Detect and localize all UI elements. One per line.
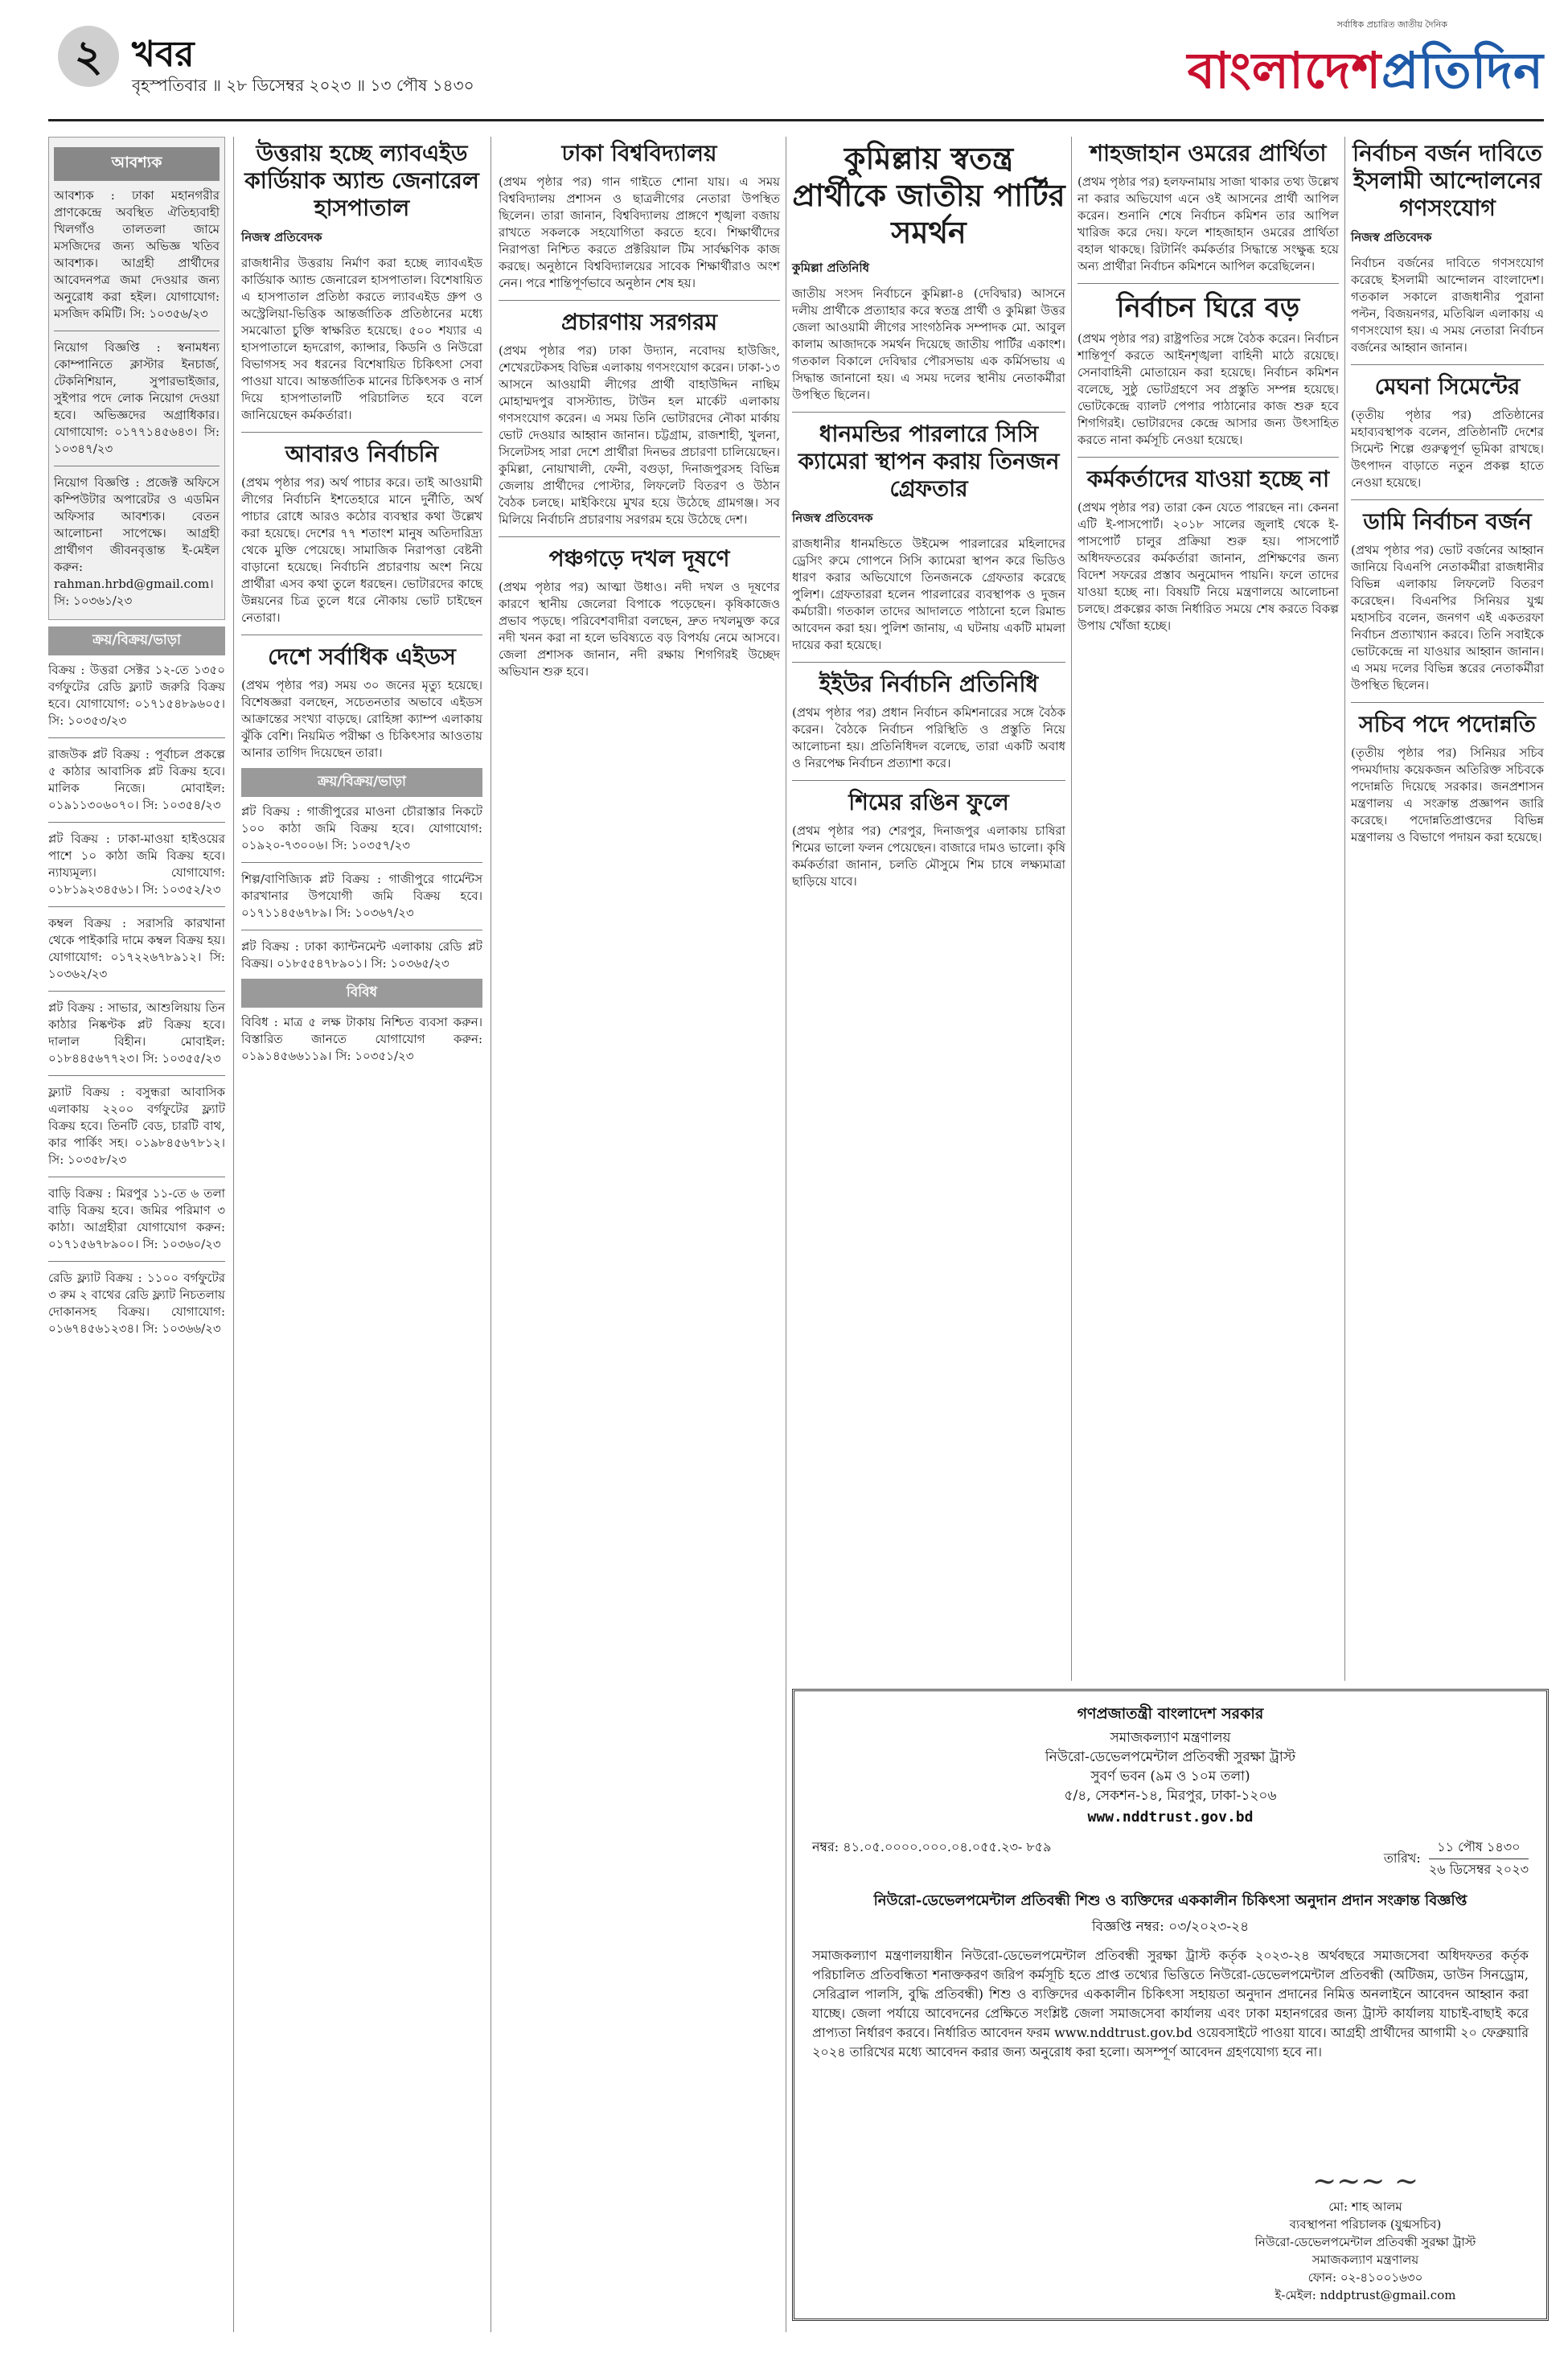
article-body: (প্রথম পৃষ্ঠার পর) তারা কেন যেতে পারছেন না। কেননা এটি ই-পাসপোর্ট। ২০১৮ সালের জুলাই থেকে ই-পাসপোর্ট চালুর প্রক্রিয়া শুরু হয়। পাসপোর্ট অধিদফতরের কর্মকর্তারা জানান, প্রশিক্ষণের জন্য বিদেশ সফরের প্রস্তাব অনুমোদন পায়নি। ফলে তাদের যাওয়া হচ্ছে না। বিষয়টি নিয়ে মন্ত্রণালয়ে আলোচনা চলছে। প্রকল্পের কাজ নির্ধারিত সময়ে শেষ করতে বিকল্প উপায় খোঁজা হচ্ছে।: [1077, 500, 1339, 633]
signatory-email: ই-মেইল: nddptrust@gmail.com: [1275, 2288, 1456, 2302]
headline-campaign: প্রচারণায় সরগরম: [560, 309, 718, 335]
headline-panchagarh: পঞ্চগড়ে দখল দূষণে: [548, 545, 730, 572]
byline: কুমিল্লা প্রতিনিধি: [792, 261, 870, 275]
column-divider: [1071, 137, 1072, 1681]
classified-ad: নিয়োগ বিজ্ঞপ্তি : স্বনামধন্য কোম্পানিতে ক্লাস্টার ইনচার্জ, টেকনিশিয়ান, সুপারভাইজার, সুইপার পদে লোক নিয়োগ দেওয়া হবে। অভিজ্ঞদের অগ্রাধিকার। যোগাযোগ: ০১৭৭১৪৫৬৪৩। সি: ১০৩৪৭/২৩: [54, 340, 220, 456]
article-body: (প্রথম পৃষ্ঠার পর) শেরপুর, দিনাজপুর এলাকায় চাষিরা শিমের ভালো ফলন পেয়েছেন। বাজারে দামও ভালো। কৃষি কর্মকর্তারা জানান, চলতি মৌসুমে শিম চাষে লক্ষ্যমাত্রা ছাড়িয়ে যাবে।: [792, 824, 1065, 889]
notice-date-bangla: ১১ পৌষ ১৪৩০: [1429, 1837, 1529, 1859]
headline-election-big: নির্বাচন ঘিরে বড়: [1116, 292, 1300, 324]
signatory-name: মো: শাহ আলম: [1328, 2199, 1402, 2214]
byline: নিজস্ব প্রতিবেদক: [1351, 230, 1432, 244]
headline-bean-flower: শিমের রঙিন ফুলে: [848, 789, 1009, 815]
headline-officials: কর্মকর্তাদের যাওয়া হচ্ছে না: [1086, 466, 1330, 492]
headline-eu: ইইউর নির্বাচনি প্রতিনিধি: [819, 671, 1039, 697]
notice-signature-block: [1233, 2165, 1498, 2304]
signature-mark: ~~~ ~: [1311, 2165, 1419, 2198]
notice-date-english: ২৬ ডিসেম্বর ২০২৩: [1428, 1862, 1529, 1877]
headline-dhaka-university: ঢাকা বিশ্ববিদ্যালয়: [561, 140, 717, 166]
headline-dhanmondi: ধানমন্ডির পারলারে সিসি ক্যামেরা স্থাপন করায় তিনজন গ্রেফতার: [798, 421, 1060, 502]
classified-ad: বিক্রয় : উত্তরা সেক্টর ১২-তে ১৩৫০ বর্গফুটের রেডি ফ্ল্যাট জরুরি বিক্রয় হবে। যোগাযোগ: ০১৭১৫৪৮৯৬০৫। সি: ১০৩৫৩/২৩: [48, 663, 225, 728]
brand-name-part1: বাংলাদেশ: [1187, 41, 1382, 100]
government-notice: [792, 1689, 1549, 2321]
buy-sell-heading: ক্রয়/বিক্রয়/ভাড়া: [241, 768, 482, 797]
headline-meghna-cement: মেঘনা সিমেন্টের: [1374, 373, 1521, 400]
date-line: বৃহস্পতিবার ॥ ২৮ ডিসেম্বর ২০২৩ ॥ ১৩ পৌষ ১৪৩০: [132, 76, 474, 95]
section-title: খবর: [132, 34, 195, 75]
notice-subtitle: বিজ্ঞপ্তি নম্বর: ০৩/২০২৩-২৪: [1091, 1919, 1250, 1935]
headline-election: আবারও নির্বাচনি: [285, 441, 439, 467]
article-body: (প্রথম পৃষ্ঠার পর) অর্থ পাচার করে। তাই আওয়ামী লীগের নির্বাচনি ইশতেহারে মানে দুর্নীতি, অর্থ পাচার রোধে আরও কঠোর ব্যবস্থার কথা উল্লেখ করা হয়েছে। দেশের ৭৭ শতাংশ মানুষ অতিদারিদ্র্য থেকে মুক্তি পেয়েছে। সামাজিক নিরাপত্তা বেষ্টনী বাড়ানো হয়েছে। নির্বাচনি প্রচারণায় অংশ নিয়ে প্রার্থীরা এসব কথা তুলে ধরছেন। ভোটারদের কাছে উন্নয়নের চিত্র তুলে ধরে নৌকায় ভোট চাইছেন নেতারা।: [241, 475, 482, 625]
article-body: (প্রথম পৃষ্ঠার পর) ঢাকা উদ্যান, নবোদয় হাউজিং, শেখেরটেকসহ বিভিন্ন এলাকায় গণসংযোগ করেন। ঢাকা-১৩ আসনে আওয়ামী লীগের প্রার্থী বাহাউদ্দিন নাছিম মোহাম্মদপুর বাসস্ট্যান্ড, টাউন হল মার্কেট এলাকায় গণসংযোগ করেন। এ সময় তিনি ভোটারদের নৌকা মার্কায় ভোট দেওয়ার আহ্বান জানান। চট্টগ্রাম, রাজশাহী, খুলনা, সিলেটসহ সারা দেশে প্রার্থীরা দিনভর প্রচারণা চালিয়েছেন। কুমিল্লা, নোয়াখালী, ফেনী, বগুড়া, দিনাজপুরসহ বিভিন্ন জেলায় প্রার্থীদের পোস্টার, লিফলেট বিতরণ ও উঠান বৈঠক চলছে। মাইকিংয়ে মুখর হয়ে উঠেছে গ্রামগঞ্জ। সব মিলিয়ে নির্বাচনি প্রচারণায় সরগরম হয়ে উঠেছে দেশ।: [499, 343, 780, 527]
article-body: (তৃতীয় পৃষ্ঠার পর) প্রতিষ্ঠানের মহাব্যবস্থাপক বলেন, প্রতিষ্ঠানটি দেশের সিমেন্ট শিল্পে গুরুত্বপূর্ণ ভূমিকা রাখছে। উৎপাদন বাড়াতে নতুন প্রকল্প হাতে নেওয়া হয়েছে।: [1351, 408, 1544, 490]
buy-sell-heading: ক্রয়/বিক্রয়/ভাড়া: [48, 626, 225, 655]
byline: নিজস্ব প্রতিবেদক: [241, 230, 322, 244]
classified-ad: আবশ্যক : ঢাকা মহানগরীর প্রাণকেন্দ্রে অবস্থিত ঐতিহ্যবাহী খিলগাঁও তালতলা জামে মসজিদের জন্য অভিজ্ঞ খতিব আবশ্যক। আগ্রহী প্রার্থীদের আবেদনপত্র জমা দেওয়ার জন্য অনুরোধ করা হইল। যোগাযোগ: মসজিদ কমিটি। সি: ১০৩৫৬/২৩: [54, 188, 220, 321]
headline-comilla: কুমিল্লায় স্বতন্ত্র প্রার্থীকে জাতীয় পার্টির সমর্থন: [792, 140, 1065, 250]
classified-ad: প্লট বিক্রয় : গাজীপুরের মাওনা চৌরাস্তার নিকটে ১০০ কাঠা জমি বিক্রয় হবে। যোগাযোগ: ০১৯২০-৭৩০০৬। সি: ১০৩৫৭/২৩: [241, 804, 482, 852]
classified-ad: শিল্প/বাণিজ্যিক প্লট বিক্রয় : গাজীপুরে গার্মেন্টস কারখানার উপযোগী জমি বিক্রয় হবে। ০১৭১১৪৫৬৭৮৯। সি: ১০৩৬৭/২৩: [241, 872, 482, 920]
notice-memo-number: নম্বর: ৪১.০৫.০০০০.০০০.০৪.০৫৫.২৩- ৮৫৯: [812, 1839, 1052, 1854]
article-body: (তৃতীয় পৃষ্ঠার পর) সিনিয়র সচিব পদমর্যাদায় কয়েকজন অতিরিক্ত সচিবকে পদোন্নতি দিয়েছে সরকার। জনপ্রশাসন মন্ত্রণালয় এ সংক্রান্ত প্রজ্ঞাপন জারি করেছে। পদোন্নতিপ্রাপ্তদের বিভিন্ন মন্ত্রণালয় ও বিভাগে পদায়ন করা হয়েছে।: [1351, 745, 1544, 844]
news-column-6: [1351, 137, 1544, 851]
masthead: [48, 18, 1544, 114]
article-body: (প্রথম পৃষ্ঠার পর) সময় ৩০ জনের মৃত্যু হয়েছে। বিশেষজ্ঞরা বলছেন, সচেতনতার অভাবে এইডস আক্রান্তের সংখ্যা বাড়ছে। রোহিঙ্গা ক্যাম্প এলাকায় ঝুঁকি বেশি। নিয়মিত পরীক্ষা ও চিকিৎসার আওতায় আনার তাগিদ দিয়েছেন তারা।: [241, 678, 482, 760]
classified-ad: বিবিধ : মাত্র ৫ লক্ষ টাকায় নিশ্চিত ব্যবসা করুন। বিস্তারিত জানতে যোগাযোগ করুন: ০১৯১৪৫৬৬১১৯। সি: ১০৩৫১/২৩: [241, 1015, 482, 1063]
signatory-ministry: সমাজকল্যাণ মন্ত্রণালয়: [1311, 2253, 1419, 2267]
notice-ref-row: [812, 1837, 1529, 1881]
notice-building: সুবর্ণ ভবন (৯ম ও ১০ম তলা): [1090, 1768, 1250, 1785]
article-body: রাজধানীর ধানমন্ডিতে উইমেন্স পারলারের মহিলাদের ড্রেসিং রুমে গোপনে সিসি ক্যামেরা স্থাপন করে ভিডিও ধারণ করার অভিযোগে তিনজনকে গ্রেফতার করেছে পুলিশ। গ্রেফতাররা হলেন পারলারের ব্যবস্থাপক ও দুজন কর্মচারী। গতকাল তাদের আদালতে পাঠানো হলে রিমান্ড আবেদন করা হয়। পুলিশ জানায়, এ ঘটনায় একটি মামলা দায়ের করা হয়েছে।: [792, 536, 1065, 652]
headline-labaid: উত্তরায় হচ্ছে ল্যাবএইড কার্ডিয়াক অ্যান্ড জেনারেল হাসপাতাল: [244, 140, 479, 221]
column-divider: [233, 137, 234, 2332]
news-column-5: [1077, 137, 1339, 639]
article-body: নির্বাচন বর্জনের দাবিতে গণসংযোগ করেছে ইসলামী আন্দোলন বাংলাদেশ। গতকাল সকালে রাজধানীর পুরানা পল্টন, বিজয়নগর, মতিঝিল এলাকায় এ গণসংযোগ হয়। এ সময় নেতারা নির্বাচন বর্জনের আহ্বান জানান।: [1351, 256, 1544, 355]
classified-ad: বাড়ি বিক্রয় : মিরপুর ১১-তে ৬ তলা বাড়ি বিক্রয় হবে। জমির পরিমাণ ৩ কাঠা। আগ্রহীরা যোগাযোগ করুন: ০১৭১৫৬৭৮৯০০। সি: ১০৩৬০/২৩: [48, 1186, 225, 1251]
misc-heading: বিবিধ: [241, 979, 482, 1008]
article-body: (প্রথম পৃষ্ঠার পর) আত্মা উধাও। নদী দখল ও দূষণের কারণে স্থানীয় জেলেরা বিপাকে পড়েছেন। কৃষিকাজেও প্রভাব পড়ছে। পরিবেশবাদীরা বলছেন, দ্রুত দখলমুক্ত করে নদী খনন করা না হলে ভবিষ্যতে বড় বিপর্যয় নেমে আসবে। জেলা প্রশাসক জানান, নদী রক্ষায় শিগগিরই উচ্ছেদ অভিযান শুরু হবে।: [499, 580, 780, 679]
classified-ad: রেডি ফ্ল্যাট বিক্রয় : ১১০০ বর্গফুটের ৩ রুম ২ বাথের রেডি ফ্ল্যাট নিচতলায় দোকানসহ বিক্রয়। যোগাযোগ: ০১৬৭৪৫৬১২৩৪। সি: ১০৩৬৬/২৩: [48, 1271, 225, 1336]
classified-ad: ফ্ল্যাট বিক্রয় : বসুন্ধরা আবাসিক এলাকায় ২২০০ বর্গফুটের ফ্ল্যাট বিক্রয় হবে। তিনটি বেড, চারটি বাথ, কার পার্কিং সহ। ০১৯৮৪৫৬৭৮১২। সি: ১০৩৫৮/২৩: [48, 1085, 225, 1167]
headline-dummy-election: ডামি নির্বাচন বর্জন: [1363, 508, 1532, 535]
article-body: রাজধানীর উত্তরায় নির্মাণ করা হচ্ছে ল্যাবএইড কার্ডিয়াক অ্যান্ড জেনারেল হাসপাতাল। বিশেষায়িত এ হাসপাতাল প্রতিষ্ঠা করতে ল্যাবএইড গ্রুপ ও অস্ট্রেলিয়া-ভিত্তিক আন্তর্জাতিক প্রতিষ্ঠানের মধ্যে সমঝোতা চুক্তি স্বাক্ষরিত হয়েছে। ৫০০ শয্যার এ হাসপাতালে হৃদরোগ, ক্যান্সার, কিডনি ও নিউরো বিভাগসহ সব ধরনের বিশেষায়িত চিকিৎসা সেবা পাওয়া যাবে। আন্তর্জাতিক মানের চিকিৎসক ও নার্স দিয়ে হাসপাতালটি পরিচালিত হবে বলে জানিয়েছেন কর্মকর্তারা।: [241, 256, 482, 422]
classified-ad: প্লট বিক্রয় : ঢাকা ক্যান্টনমেন্ট এলাকায় রেডি প্লট বিক্রয়। ০১৮৫৫৪৭৮৯০১। সি: ১০৩৬৫/২৩: [241, 939, 482, 971]
signatory-title: ব্যবস্থাপনা পরিচালক (যুগ্মসচিব): [1289, 2217, 1442, 2232]
notice-title: নিউরো-ডেভেলপমেন্টাল প্রতিবন্ধী শিশু ও ব্যক্তিদের এককালীন চিকিৎসা অনুদান প্রদান সংক্রান্ত বিজ্ঞপ্তি: [873, 1892, 1467, 1909]
notice-ministry: সমাজকল্যাণ মন্ত্রণালয়: [1110, 1730, 1231, 1746]
classifieds-box: [48, 137, 225, 620]
article-body: (প্রথম পৃষ্ঠার পর) প্রধান নির্বাচন কমিশনারের সঙ্গে বৈঠক করেন। বৈঠকে নির্বাচন পরিস্থিতি ও প্রস্তুতি নিয়ে আলোচনা হয়। প্রতিনিধিদল বলেছে, তারা একটি অবাধ ও নিরপেক্ষ নির্বাচন প্রত্যাশা করে।: [792, 705, 1065, 770]
classified-ad: কম্বল বিক্রয় : সরাসরি কারখানা থেকে পাইকারি দামে কম্বল বিক্রয় হয়। যোগাযোগ: ০১৭২২৬৭৮৯১২। সি: ১০৩৬২/২৩: [48, 916, 225, 981]
news-column-4: [792, 137, 1065, 895]
headline-islami-andolon: নির্বাচন বর্জন দাবিতে ইসলামী আন্দোলনের গণসংযোগ: [1353, 140, 1542, 221]
headline-secretary-promotion: সচিব পদে পদোন্নতি: [1359, 711, 1536, 737]
classifieds-column: [48, 137, 225, 2332]
classified-ad: প্লট বিক্রয় : সাভার, আশুলিয়ায় তিন কাঠার নিষ্কণ্টক প্লট বিক্রয় হবে। দালাল বিহীন। মোবাইল: ০১৮৪৪৫৬৭৭২৩। সি: ১০৩৫৫/২৩: [48, 1000, 225, 1066]
byline: নিজস্ব প্রতিবেদক: [792, 511, 873, 525]
signatory-org: নিউরো-ডেভেলপমেন্টাল প্রতিবন্ধী সুরক্ষা ট্রাস্ট: [1254, 2235, 1476, 2249]
column-divider: [1344, 137, 1345, 1681]
headline-aids: দেশে সর্বাধিক এইডস: [268, 643, 456, 670]
notice-address: ৫/৪, সেকশন-১৪, মিরপুর, ঢাকা-১২০৬: [1064, 1788, 1277, 1804]
classified-ad: প্লট বিক্রয় : ঢাকা-মাওয়া হাইওয়ের পাশে ১০ কাঠা জমি বিক্রয় হবে। ন্যায্যমূল্য। যোগাযোগ: ০১৮১৯২৩৪৫৬১। সি: ১০৩৫২/২৩: [48, 832, 225, 897]
news-column-3: [499, 137, 780, 685]
article-body: (প্রথম পৃষ্ঠার পর) হলফনামায় সাজা থাকার তথ্য উল্লেখ না করার অভিযোগ এনে ওই আসনের প্রার্থী আপিল করেন। শুনানি শেষে নির্বাচন কমিশন তার আপিল খারিজ করে দেয়। ফলে শাহজাহান ওমরের প্রার্থিতা বহাল থাকছে। রিটার্নিং কর্মকর্তার সিদ্ধান্তে সংক্ষুব্ধ হয়ে অন্য প্রার্থীরা নির্বাচন কমিশনে আপিল করেছিলেন।: [1077, 175, 1339, 273]
notice-body: সমাজকল্যাণ মন্ত্রণালয়াধীন নিউরো-ডেভেলপমেন্টাল প্রতিবন্ধী সুরক্ষা ট্রাস্ট কর্তৃক ২০২৩-২৪ অর্থবছরে সমাজসেবা অধিদফতর কর্তৃক পরিচালিত প্রতিবন্ধিতা শনাক্তকরণ জরিপ কর্মসূচি হতে প্রাপ্ত তথ্যের ভিত্তিতে নিউরো-ডেভেলপমেন্টাল প্রতিবন্ধী (অটিজম, ডাউন সিনড্রোম, সেরিব্রাল পালসি, বুদ্ধি প্রতিবন্ধী) শিশু ও ব্যক্তিদের এককালীন চিকিৎসা সহায়তা অনুদান প্রদানের নিমিত্ত অনলাইনে আবেদন আহ্বান করা যাচ্ছে। জেলা পর্যায়ে আবেদনের প্রেক্ষিতে সংশ্লিষ্ট জেলা সমাজসেবা কার্যালয় এবং ঢাকা মহানগরের জন্য ট্রাস্ট কার্যালয় যাচাই-বাছাই করে প্রাপ্যতা নির্ধারণ করবে। নির্ধারিত আবেদন ফরম www.nddtrust.gov.bd ওয়েবসাইটে পাওয়া যাবে। আগ্রহী প্রার্থীদের আগামী ২০ ফেব্রুয়ারি ২০২৪ তারিখের মধ্যে আবেদন করার জন্য অনুরোধ করা হলো। অসম্পূর্ণ আবেদন গ্রহণযোগ্য হবে না।: [812, 1948, 1529, 2060]
headline-shahjahan-omar: শাহজাহান ওমরের প্রার্থিতা: [1090, 140, 1327, 166]
article-body: (প্রথম পৃষ্ঠার পর) ভোট বর্জনের আহ্বান জানিয়ে বিএনপি নেতাকর্মীরা রাজধানীর বিভিন্ন এলাকায় লিফলেট বিতরণ করেছেন। বিএনপির সিনিয়র যুগ্ম মহাসচিব বলেন, জনগণ এই একতরফা নির্বাচন প্রত্যাখ্যান করবে। তিনি সবাইকে ভোটকেন্দ্রে না যাওয়ার আহ্বান জানান। এ সময় দলের বিভিন্ন স্তরের নেতাকর্মীরা উপস্থিত ছিলেন।: [1351, 543, 1544, 692]
brand-logo: [1126, 18, 1544, 114]
notice-trust: নিউরো-ডেভেলপমেন্টাল প্রতিবন্ধী সুরক্ষা ট্রাস্ট: [1045, 1749, 1296, 1765]
brand-tagline: সর্বাধিক প্রচারিত জাতীয় দৈনিক: [1336, 19, 1447, 30]
signatory-phone: ফোন: ০২-৪১০০১৬৩০: [1307, 2270, 1423, 2285]
notice-gov-line: গণপ্রজাতন্ত্রী বাংলাদেশ সরকার: [1077, 1705, 1264, 1723]
classified-ad: রাজউক প্লট বিক্রয় : পূর্বাচল প্রকল্পে ৫ কাঠার আবাসিক প্লট বিক্রয় হবে। মালিক নিজে। মোবাইল: ০১৯১১৩০৬০৭০। সি: ১০৩৫৪/২৩: [48, 747, 225, 812]
brand-name-part2: প্রতিদিন: [1381, 41, 1544, 100]
article-body: (প্রথম পৃষ্ঠার পর) গান গাইতে শোনা যায়। এ সময় বিশ্ববিদ্যালয় প্রশাসন ও ছাত্রলীগের নেতারা উপস্থিত ছিলেন। তারা জানান, বিশ্ববিদ্যালয় প্রাঙ্গণে শৃঙ্খলা বজায় রাখতে সকলকে সহযোগিতা করতে হবে। শিক্ষার্থীদের নিরাপত্তা নিশ্চিত করতে প্রক্টরিয়াল টিম সার্বক্ষণিক কাজ করছে। অনুষ্ঠানে বিশ্ববিদ্যালয়ের সাবেক শিক্ষার্থীরাও অংশ নেন। পরে শান্তিপূর্ণভাবে অনুষ্ঠান শেষ হয়।: [499, 175, 780, 290]
classified-ad: নিয়োগ বিজ্ঞপ্তি : প্রজেক্ট অফিসে কম্পিউটার অপারেটর ও এডমিন অফিসার আবশ্যক। বেতন আলোচনা সাপেক্ষে। আগ্রহী প্রার্থীগণ জীবনবৃত্তান্ত ই-মেইল করুন: rahman.hrbd@gmail.com। সি: ১০৩৬১/২৩: [54, 475, 220, 608]
news-column-2: [241, 137, 482, 1070]
notice-website: www.nddtrust.gov.bd: [1087, 1809, 1254, 1826]
article-body: জাতীয় সংসদ নির্বাচনে কুমিল্লা-৪ (দেবিদ্বার) আসনে দলীয় প্রার্থীকে প্রত্যাহার করে স্বতন্ত্র প্রার্থী ও কুমিল্লা উত্তর জেলা আওয়ামী লীগের সাংগঠনিক সম্পাদক মো. আবুল কালাম আজাদকে সমর্থন দিয়েছে জাতীয় পার্টির একাংশ। গতকাল বিকালে দেবিদ্বার পৌরসভায় এক কর্মিসভায় এ সিদ্ধান্ত জানানো হয়। এ সময় দলের স্থানীয় নেতাকর্মীরা উপস্থিত ছিলেন।: [792, 286, 1065, 402]
notice-date-label: তারিখ:: [1383, 1850, 1421, 1866]
article-body: (প্রথম পৃষ্ঠার পর) রাষ্ট্রপতির সঙ্গে বৈঠক করেন। নির্বাচন শান্তিপূর্ণ করতে আইনশৃঙ্খলা বাহিনী মাঠে রয়েছে। সেনাবাহিনী মোতায়েন করা হয়েছে। নির্বাচন কমিশন বলেছে, সুষ্ঠু ভোটগ্রহণে সব প্রস্তুতি সম্পন্ন হয়েছে। ভোটকেন্দ্রে ব্যালট পেপার পাঠানোর কাজ শুরু হবে শিগগিরই। ভোটারদের কেন্দ্রে আসার জন্য উৎসাহিত করতে নানা কর্মসূচি নেওয়া হয়েছে।: [1077, 331, 1339, 447]
page-number: ২: [58, 26, 119, 87]
header-rule: [48, 119, 1544, 121]
classifieds-heading: আবশ্যক: [54, 147, 220, 181]
